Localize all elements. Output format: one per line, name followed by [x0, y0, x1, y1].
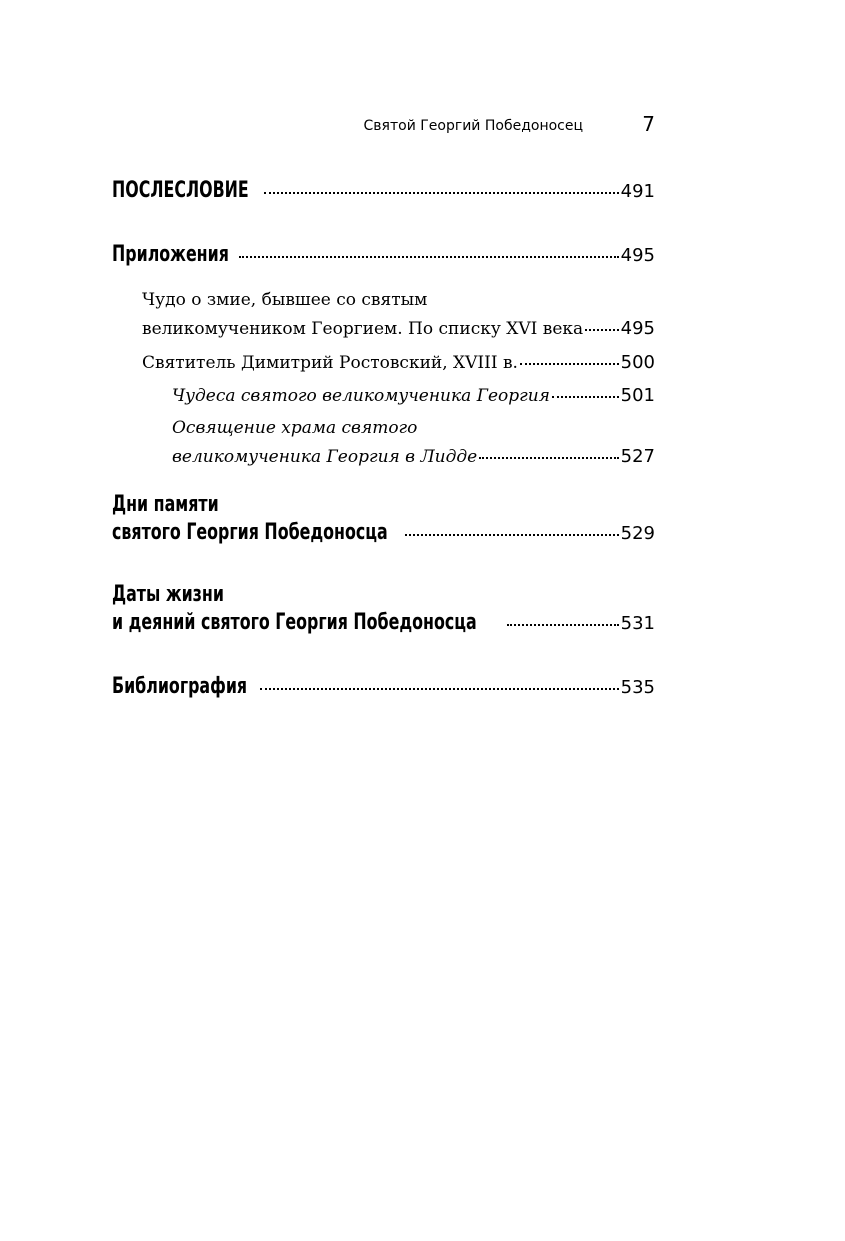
toc-entry-consecration[interactable]	[112, 446, 655, 467]
toc-page-number: 491	[620, 181, 655, 202]
toc-entry-title: Библиография	[112, 674, 248, 699]
toc-entry-life-dates-line1[interactable]	[112, 582, 655, 607]
dot-leader	[507, 624, 619, 626]
toc-entry-title: великомучеником Георгием. По списку XVI века	[142, 319, 584, 339]
toc-entry-title: Чудо о змие, бывшее со святым	[142, 290, 428, 310]
dot-leader	[260, 688, 619, 690]
dot-leader	[264, 192, 619, 194]
toc-page-number: 527	[620, 446, 655, 467]
dot-leader	[520, 363, 619, 365]
toc-page-number: 500	[620, 352, 655, 373]
toc-page-number: 495	[620, 245, 655, 266]
toc-entry-title: великомученика Георгия в Лидде	[172, 447, 478, 467]
toc-entry-title: Освящение храма святого	[172, 418, 418, 438]
toc-entry-bibliography[interactable]	[112, 674, 655, 699]
dot-leader	[239, 256, 618, 258]
toc-entry-title: Даты жизни	[112, 582, 224, 607]
toc-entry-title: Дни памяти	[112, 492, 219, 517]
toc-entry-memory-days[interactable]	[112, 520, 655, 545]
running-header	[0, 112, 845, 136]
toc-entry-title: Приложения	[112, 242, 229, 267]
page-number: 7	[642, 112, 655, 136]
toc-entry-consecration-line1[interactable]	[112, 418, 715, 438]
toc-entry-appendices[interactable]	[112, 242, 655, 267]
toc-entry-title: и деяний святого Георгия Победоносца	[112, 610, 477, 635]
toc-page-number: 529	[620, 523, 655, 544]
dot-leader	[479, 457, 618, 459]
toc-entry-miracle-line1[interactable]	[112, 290, 685, 310]
toc-entry-title: святого Георгия Победоносца	[112, 520, 388, 545]
toc-entry-title: Чудеса святого великомученика Георгия	[172, 386, 550, 406]
toc-page-number: 531	[620, 613, 655, 634]
toc-entry-title: Святитель Димитрий Ростовский, XVIII в.	[142, 353, 518, 373]
dot-leader	[405, 534, 619, 536]
toc-entry-miracle[interactable]	[112, 318, 655, 339]
toc-page-number: 495	[620, 318, 655, 339]
toc-entry-title: ПОСЛЕСЛОВИЕ	[112, 178, 249, 203]
dot-leader	[585, 329, 618, 331]
toc-entry-wonders[interactable]	[112, 385, 655, 406]
toc-page-number: 535	[620, 677, 655, 698]
toc-entry-afterword[interactable]	[112, 178, 655, 203]
toc-entry-life-dates[interactable]	[112, 610, 655, 635]
dot-leader	[552, 396, 619, 398]
toc-entry-memory-days-line1[interactable]	[112, 492, 655, 517]
toc-entry-dimitry[interactable]	[112, 352, 655, 373]
running-title: Святой Георгий Победоносец	[363, 118, 583, 134]
toc-page-number: 501	[620, 385, 655, 406]
